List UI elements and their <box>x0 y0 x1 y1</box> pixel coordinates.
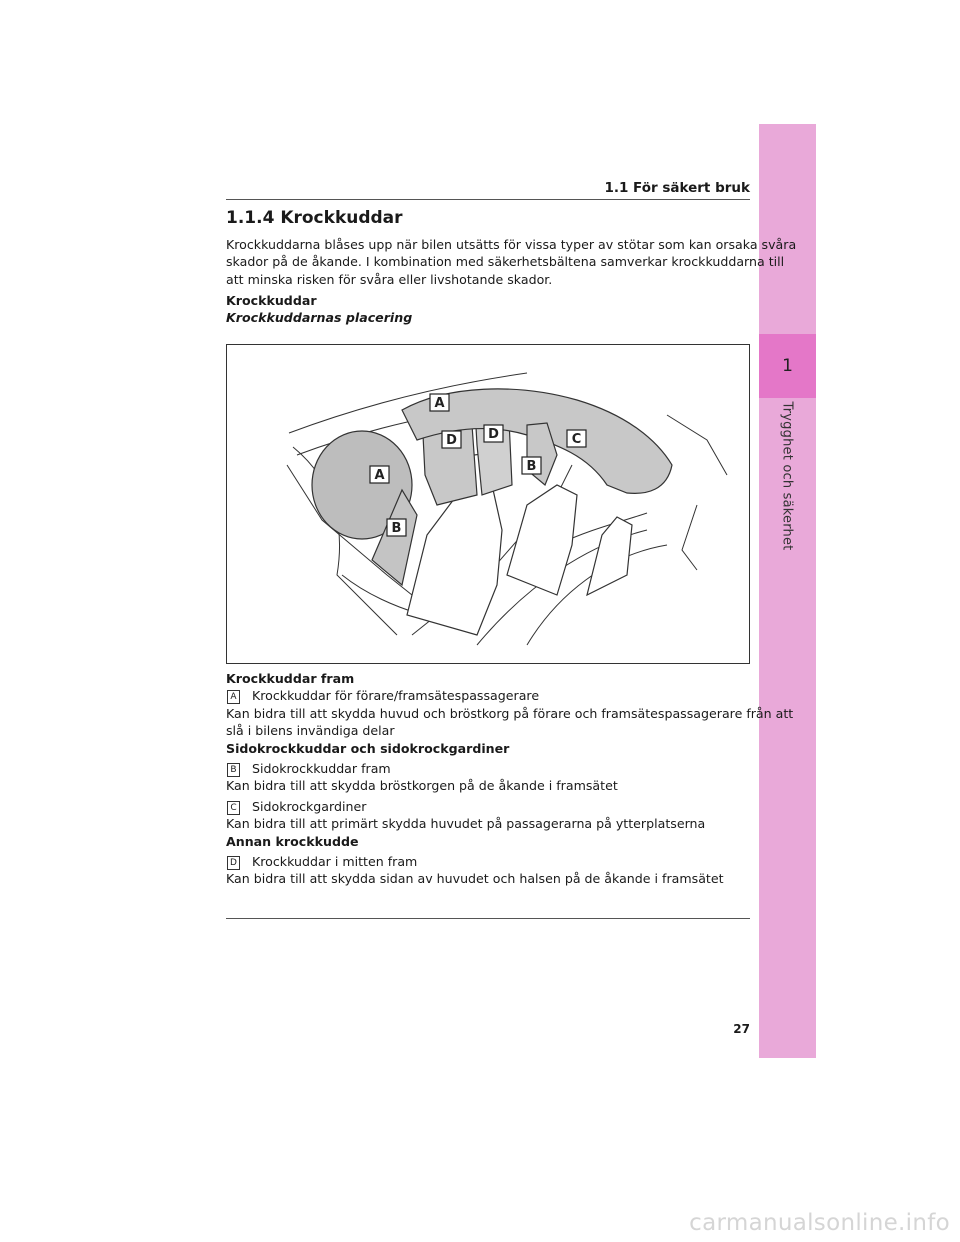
front-airbags-desc: Kan bidra till att skydda huvud och bröstkorg på förare och framsätespassagerare från att <box>226 705 794 721</box>
figure-label-a-left: A <box>374 468 385 483</box>
header-divider <box>226 199 750 200</box>
chapter-title-text: Trygghet och säkerhet <box>779 401 795 551</box>
front-airbags-item-label: Krockkuddar för förare/framsätespassagerare <box>252 688 540 704</box>
curtain-airbags-item <box>226 798 793 815</box>
curtain-airbags-item-label: Sidokrockgardiner <box>252 798 367 814</box>
page-title: 1.1.4 Krockkuddar <box>226 208 403 228</box>
watermark: carmanualsonline.info <box>689 1210 950 1236</box>
car-interior-illustration <box>227 345 750 664</box>
figure-label-b-left: B <box>391 521 402 536</box>
figure-label-b-right: B <box>526 459 537 474</box>
intro-line: skador på de åkande. I kombination med säkerhetsbältena samverkar krockkuddarna till <box>226 254 785 270</box>
page-number: 27 <box>733 1022 750 1036</box>
figure-label-d-left: D <box>446 433 457 448</box>
intro-paragraph <box>226 236 796 288</box>
front-airbags-desc: slå i bilens invändiga delar <box>226 723 395 739</box>
other-airbag-heading: Annan krockkudde <box>226 833 359 849</box>
side-airbags-item-label: Sidokrockkuddar fram <box>252 761 391 777</box>
section-header: 1.1 För säkert bruk <box>604 180 750 196</box>
intro-line: att minska risken för svåra eller livshotande skador. <box>226 271 553 287</box>
badge-b: B <box>227 763 240 777</box>
intro-line: Krockkuddarna blåses upp när bilen utsätts för vissa typer av stötar som kan orsaka svåra <box>226 237 797 252</box>
badge-a: A <box>227 690 240 704</box>
subheading: Krockkuddar <box>226 293 317 308</box>
center-airbag-item <box>226 853 793 870</box>
side-airbags-desc: Kan bidra till att skydda bröstkorgen på de åkande i framsätet <box>226 778 618 794</box>
side-airbags-heading: Sidokrockkuddar och sidokrockgardiner <box>226 740 510 756</box>
chapter-number: 1 <box>782 356 793 376</box>
center-airbag-desc: Kan bidra till att skydda sidan av huvudet och halsen på de åkande i framsätet <box>226 871 724 887</box>
badge-c: C <box>227 801 240 815</box>
figure-label-c: C <box>571 432 582 447</box>
figure-label-a-top: A <box>434 396 445 411</box>
badge-d: D <box>227 856 240 870</box>
figure-label-d-right: D <box>488 427 499 442</box>
figure-caption: Krockkuddarnas placering <box>226 310 413 325</box>
front-airbags-heading: Krockkuddar fram <box>226 671 355 686</box>
footer-divider <box>226 918 750 919</box>
curtain-airbags-desc: Kan bidra till att primärt skydda huvudet på passagerarna på ytterplatserna <box>226 816 706 832</box>
front-airbags-item <box>226 687 793 704</box>
side-airbags-item <box>226 760 793 777</box>
chapter-number-tab[interactable] <box>759 334 816 398</box>
airbag-locations-figure <box>226 344 750 664</box>
airbag-descriptions <box>226 670 793 888</box>
center-airbag-item-label: Krockkuddar i mitten fram <box>252 854 418 870</box>
